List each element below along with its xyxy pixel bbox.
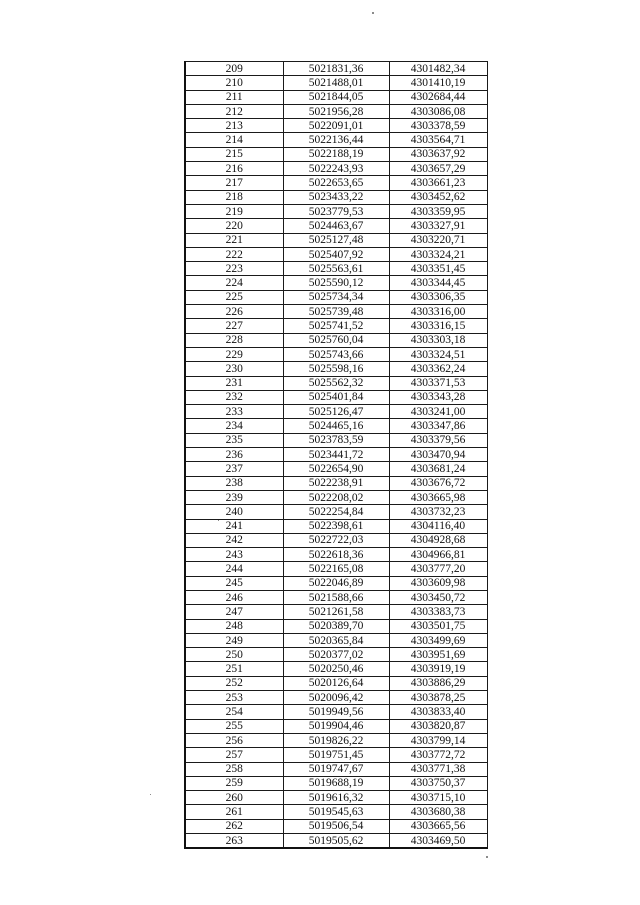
y-coordinate-cell: 4303379,56: [389, 433, 487, 447]
x-coordinate-cell: 5019545,63: [283, 805, 389, 819]
point-number-cell: 237: [185, 462, 283, 476]
point-number-cell: 260: [185, 791, 283, 805]
y-coordinate-cell: 4303661,23: [389, 176, 487, 190]
table-row: [185, 462, 487, 476]
y-coordinate-cell: 4303886,29: [389, 676, 487, 690]
table-row: [185, 305, 487, 319]
table-row: [185, 333, 487, 347]
x-coordinate-cell: 5019747,67: [283, 762, 389, 776]
point-number-cell: 209: [185, 62, 283, 76]
x-coordinate-cell: 5025741,52: [283, 319, 389, 333]
y-coordinate-cell: 4303344,45: [389, 276, 487, 290]
x-coordinate-cell: 5025590,12: [283, 276, 389, 290]
y-coordinate-cell: 4303499,69: [389, 633, 487, 647]
table-row: [185, 533, 487, 547]
x-coordinate-cell: 5022398,61: [283, 519, 389, 533]
point-number-cell: 229: [185, 347, 283, 361]
point-number-cell: 258: [185, 762, 283, 776]
table-row: [185, 76, 487, 90]
table-row: [185, 319, 487, 333]
table-row: [185, 648, 487, 662]
point-number-cell: 219: [185, 204, 283, 218]
table-row: [185, 519, 487, 533]
table-row: [185, 762, 487, 776]
table-row: [185, 505, 487, 519]
y-coordinate-cell: 4303359,95: [389, 204, 487, 218]
y-coordinate-cell: 4303470,94: [389, 448, 487, 462]
table-row: [185, 590, 487, 604]
coordinates-table: [184, 61, 488, 849]
table-row: [185, 104, 487, 118]
x-coordinate-cell: 5019505,62: [283, 834, 389, 849]
point-number-cell: 223: [185, 262, 283, 276]
y-coordinate-cell: 4303680,38: [389, 805, 487, 819]
y-coordinate-cell: 4303469,50: [389, 834, 487, 849]
y-coordinate-cell: 4303362,24: [389, 362, 487, 376]
point-number-cell: 263: [185, 834, 283, 849]
y-coordinate-cell: 4304116,40: [389, 519, 487, 533]
x-coordinate-cell: 5025739,48: [283, 305, 389, 319]
table-row: [185, 805, 487, 819]
y-coordinate-cell: 4303665,56: [389, 819, 487, 833]
table-row: [185, 576, 487, 590]
table-row: [185, 819, 487, 833]
table-row: [185, 733, 487, 747]
x-coordinate-cell: 5024463,67: [283, 219, 389, 233]
table-row: [185, 247, 487, 261]
x-coordinate-cell: 5025401,84: [283, 390, 389, 404]
y-coordinate-cell: 4303220,71: [389, 233, 487, 247]
point-number-cell: 240: [185, 505, 283, 519]
point-number-cell: 210: [185, 76, 283, 90]
point-number-cell: 238: [185, 476, 283, 490]
y-coordinate-cell: 4303732,23: [389, 505, 487, 519]
point-number-cell: 242: [185, 533, 283, 547]
x-coordinate-cell: 5020389,70: [283, 619, 389, 633]
table-row: [185, 776, 487, 790]
point-number-cell: 256: [185, 733, 283, 747]
x-coordinate-cell: 5021488,01: [283, 76, 389, 90]
point-number-cell: 228: [185, 333, 283, 347]
x-coordinate-cell: 5023433,22: [283, 190, 389, 204]
y-coordinate-cell: 4303086,08: [389, 104, 487, 118]
x-coordinate-cell: 5021831,36: [283, 62, 389, 76]
y-coordinate-cell: 4304928,68: [389, 533, 487, 547]
table-row: [185, 791, 487, 805]
x-coordinate-cell: 5021588,66: [283, 590, 389, 604]
y-coordinate-cell: 4303306,35: [389, 290, 487, 304]
point-number-cell: 247: [185, 605, 283, 619]
y-coordinate-cell: 4304966,81: [389, 548, 487, 562]
x-coordinate-cell: 5021844,05: [283, 90, 389, 104]
y-coordinate-cell: 4303343,28: [389, 390, 487, 404]
x-coordinate-cell: 5023783,59: [283, 433, 389, 447]
x-coordinate-cell: 5019949,56: [283, 705, 389, 719]
table-row: [185, 162, 487, 176]
point-number-cell: 227: [185, 319, 283, 333]
x-coordinate-cell: 5022238,91: [283, 476, 389, 490]
x-coordinate-cell: 5025598,16: [283, 362, 389, 376]
table-row: [185, 290, 487, 304]
table-row: [185, 405, 487, 419]
x-coordinate-cell: 5024465,16: [283, 419, 389, 433]
table-row: [185, 619, 487, 633]
x-coordinate-cell: 5020377,02: [283, 648, 389, 662]
y-coordinate-cell: 4303347,86: [389, 419, 487, 433]
x-coordinate-cell: 5022208,02: [283, 490, 389, 504]
y-coordinate-cell: 4303327,91: [389, 219, 487, 233]
table-row: [185, 719, 487, 733]
x-coordinate-cell: 5025743,66: [283, 347, 389, 361]
y-coordinate-cell: 4303820,87: [389, 719, 487, 733]
point-number-cell: 243: [185, 548, 283, 562]
table-row: [185, 676, 487, 690]
table-row: [185, 190, 487, 204]
y-coordinate-cell: 4303665,98: [389, 490, 487, 504]
table-row: [185, 419, 487, 433]
scan-speck: [372, 12, 374, 14]
point-number-cell: 241: [185, 519, 283, 533]
y-coordinate-cell: 4303383,73: [389, 605, 487, 619]
point-number-cell: 214: [185, 133, 283, 147]
y-coordinate-cell: 4303316,00: [389, 305, 487, 319]
y-coordinate-cell: 4303303,18: [389, 333, 487, 347]
x-coordinate-cell: 5022722,03: [283, 533, 389, 547]
table-row: [185, 834, 487, 849]
table-row: [185, 448, 487, 462]
x-coordinate-cell: 5019688,19: [283, 776, 389, 790]
point-number-cell: 230: [185, 362, 283, 376]
x-coordinate-cell: 5025563,61: [283, 262, 389, 276]
x-coordinate-cell: 5019904,46: [283, 719, 389, 733]
table-row: [185, 90, 487, 104]
y-coordinate-cell: 4303324,51: [389, 347, 487, 361]
y-coordinate-cell: 4303777,20: [389, 562, 487, 576]
x-coordinate-cell: 5022136,44: [283, 133, 389, 147]
x-coordinate-cell: 5022654,90: [283, 462, 389, 476]
y-coordinate-cell: 4303452,62: [389, 190, 487, 204]
table-row: [185, 562, 487, 576]
y-coordinate-cell: 4303676,72: [389, 476, 487, 490]
x-coordinate-cell: 5020365,84: [283, 633, 389, 647]
x-coordinate-cell: 5023779,53: [283, 204, 389, 218]
table-row: [185, 390, 487, 404]
point-number-cell: 225: [185, 290, 283, 304]
x-coordinate-cell: 5020096,42: [283, 691, 389, 705]
x-coordinate-cell: 5021956,28: [283, 104, 389, 118]
y-coordinate-cell: 4303750,37: [389, 776, 487, 790]
table-row: [185, 633, 487, 647]
y-coordinate-cell: 4303878,25: [389, 691, 487, 705]
scan-speck: [486, 856, 488, 858]
point-number-cell: 254: [185, 705, 283, 719]
y-coordinate-cell: 4301482,34: [389, 62, 487, 76]
point-number-cell: 246: [185, 590, 283, 604]
table-row: [185, 133, 487, 147]
point-number-cell: 218: [185, 190, 283, 204]
y-coordinate-cell: 4303951,69: [389, 648, 487, 662]
table-row: [185, 662, 487, 676]
table-row: [185, 176, 487, 190]
table-row: [185, 705, 487, 719]
point-number-cell: 248: [185, 619, 283, 633]
y-coordinate-cell: 4303450,72: [389, 590, 487, 604]
point-number-cell: 235: [185, 433, 283, 447]
x-coordinate-cell: 5025734,34: [283, 290, 389, 304]
x-coordinate-cell: 5025127,48: [283, 233, 389, 247]
y-coordinate-cell: 4303919,19: [389, 662, 487, 676]
x-coordinate-cell: 5019826,22: [283, 733, 389, 747]
x-coordinate-cell: 5019506,54: [283, 819, 389, 833]
point-number-cell: 261: [185, 805, 283, 819]
point-number-cell: 220: [185, 219, 283, 233]
x-coordinate-cell: 5025562,32: [283, 376, 389, 390]
point-number-cell: 239: [185, 490, 283, 504]
x-coordinate-cell: 5022188,19: [283, 147, 389, 161]
point-number-cell: 226: [185, 305, 283, 319]
point-number-cell: 252: [185, 676, 283, 690]
table-row: [185, 62, 487, 76]
point-number-cell: 231: [185, 376, 283, 390]
x-coordinate-cell: 5025760,04: [283, 333, 389, 347]
table-row: [185, 433, 487, 447]
y-coordinate-cell: 4301410,19: [389, 76, 487, 90]
point-number-cell: 216: [185, 162, 283, 176]
x-coordinate-cell: 5022165,08: [283, 562, 389, 576]
table-row: [185, 490, 487, 504]
point-number-cell: 215: [185, 147, 283, 161]
y-coordinate-cell: 4303564,71: [389, 133, 487, 147]
point-number-cell: 221: [185, 233, 283, 247]
scan-speck: [218, 520, 219, 521]
table-row: [185, 362, 487, 376]
x-coordinate-cell: 5020250,46: [283, 662, 389, 676]
table-row: [185, 147, 487, 161]
table-row: [185, 219, 487, 233]
point-number-cell: 212: [185, 104, 283, 118]
x-coordinate-cell: 5025126,47: [283, 405, 389, 419]
point-number-cell: 234: [185, 419, 283, 433]
y-coordinate-cell: 4303715,10: [389, 791, 487, 805]
point-number-cell: 262: [185, 819, 283, 833]
table-row: [185, 262, 487, 276]
x-coordinate-cell: 5022243,93: [283, 162, 389, 176]
x-coordinate-cell: 5021261,58: [283, 605, 389, 619]
y-coordinate-cell: 4303378,59: [389, 119, 487, 133]
x-coordinate-cell: 5025407,92: [283, 247, 389, 261]
x-coordinate-cell: 5019751,45: [283, 748, 389, 762]
y-coordinate-cell: 4303501,75: [389, 619, 487, 633]
table-row: [185, 476, 487, 490]
table-row: [185, 691, 487, 705]
point-number-cell: 249: [185, 633, 283, 647]
table-row: [185, 548, 487, 562]
point-number-cell: 213: [185, 119, 283, 133]
point-number-cell: 259: [185, 776, 283, 790]
point-number-cell: 211: [185, 90, 283, 104]
table-row: [185, 204, 487, 218]
point-number-cell: 224: [185, 276, 283, 290]
y-coordinate-cell: 4303833,40: [389, 705, 487, 719]
coordinates-table-body: [185, 62, 487, 849]
point-number-cell: 233: [185, 405, 283, 419]
y-coordinate-cell: 4303371,53: [389, 376, 487, 390]
y-coordinate-cell: 4303771,38: [389, 762, 487, 776]
point-number-cell: 217: [185, 176, 283, 190]
table-row: [185, 233, 487, 247]
x-coordinate-cell: 5022254,84: [283, 505, 389, 519]
point-number-cell: 244: [185, 562, 283, 576]
table-row: [185, 347, 487, 361]
point-number-cell: 257: [185, 748, 283, 762]
y-coordinate-cell: 4303657,29: [389, 162, 487, 176]
y-coordinate-cell: 4303241,00: [389, 405, 487, 419]
y-coordinate-cell: 4303324,21: [389, 247, 487, 261]
x-coordinate-cell: 5022618,36: [283, 548, 389, 562]
point-number-cell: 255: [185, 719, 283, 733]
table-row: [185, 119, 487, 133]
y-coordinate-cell: 4303609,98: [389, 576, 487, 590]
table-row: [185, 276, 487, 290]
x-coordinate-cell: 5023441,72: [283, 448, 389, 462]
table-row: [185, 748, 487, 762]
y-coordinate-cell: 4302684,44: [389, 90, 487, 104]
point-number-cell: 232: [185, 390, 283, 404]
y-coordinate-cell: 4303351,45: [389, 262, 487, 276]
point-number-cell: 245: [185, 576, 283, 590]
y-coordinate-cell: 4303637,92: [389, 147, 487, 161]
y-coordinate-cell: 4303316,15: [389, 319, 487, 333]
x-coordinate-cell: 5019616,32: [283, 791, 389, 805]
scan-speck: [150, 794, 151, 795]
x-coordinate-cell: 5022046,89: [283, 576, 389, 590]
x-coordinate-cell: 5022091,01: [283, 119, 389, 133]
y-coordinate-cell: 4303772,72: [389, 748, 487, 762]
x-coordinate-cell: 5020126,64: [283, 676, 389, 690]
table-row: [185, 376, 487, 390]
point-number-cell: 250: [185, 648, 283, 662]
point-number-cell: 222: [185, 247, 283, 261]
y-coordinate-cell: 4303799,14: [389, 733, 487, 747]
point-number-cell: 251: [185, 662, 283, 676]
point-number-cell: 236: [185, 448, 283, 462]
point-number-cell: 253: [185, 691, 283, 705]
table-row: [185, 605, 487, 619]
y-coordinate-cell: 4303681,24: [389, 462, 487, 476]
x-coordinate-cell: 5022653,65: [283, 176, 389, 190]
